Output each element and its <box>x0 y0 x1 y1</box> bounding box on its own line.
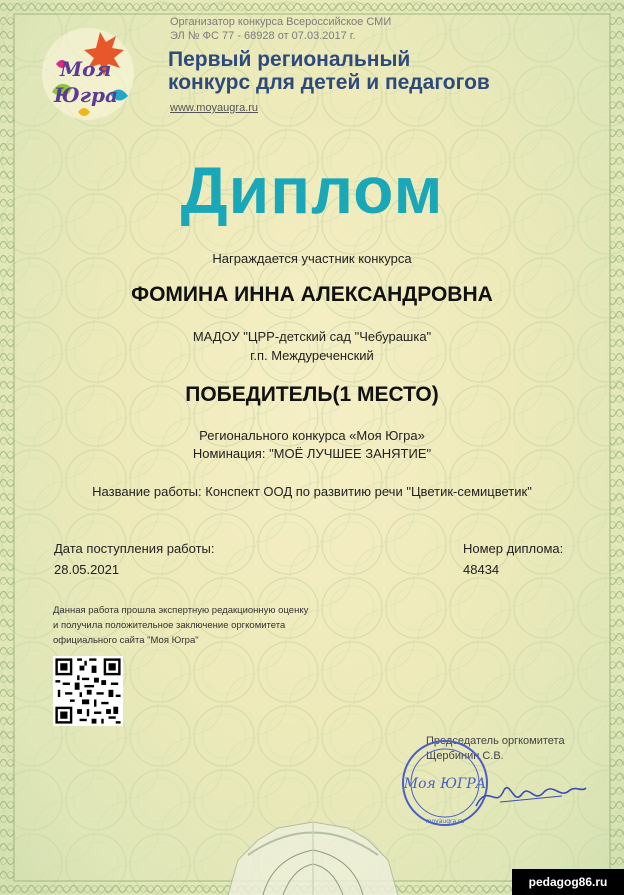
contest-headline-line1: Первый региональный <box>168 48 411 71</box>
nomination: Номинация: "МОЁ ЛУЧШЕЕ ЗАНЯТИЕ" <box>192 446 432 461</box>
contest-headline-line2: конкурс для детей и педагогов <box>168 71 490 94</box>
diploma-title: Диплом <box>180 153 444 227</box>
expert-note-line1: Данная работа прошла экспертную редакционную оценку <box>53 605 309 616</box>
stamp-site: moyaugra.ru <box>425 818 465 825</box>
contest-name: Регионального конкурса «Моя Югра» <box>199 428 425 443</box>
work-title: Название работы: Конспект ООД по развитию речи "Цветик-семицветик" <box>92 484 532 499</box>
awarded-text: Награждается участник конкурса <box>212 251 412 266</box>
handwritten-signature <box>470 776 590 816</box>
institution-name: МАДОУ "ЦРР-детский сад "Чебурашка" <box>192 329 432 344</box>
moya-yugra-logo <box>38 22 138 126</box>
registration-line: ЭЛ № ФС 77 - 68928 от 07.03.2017 г. <box>170 30 356 42</box>
decorative-ornament <box>218 770 408 895</box>
stamp-text: Моя ЮГРА <box>403 776 487 792</box>
date-label: Дата поступления работы: <box>54 541 215 556</box>
svg-text:Моя: Моя <box>60 57 112 81</box>
website-link[interactable]: www.moyaugra.ru <box>170 102 259 114</box>
site-watermark: pedagog86.ru <box>512 869 624 895</box>
participant-name: ФОМИНА ИННА АЛЕКСАНДРОВНА <box>131 283 493 306</box>
award-place: ПОБЕДИТЕЛЬ(1 МЕСТО) <box>185 383 439 406</box>
chair-name: Щербинин С.В. <box>426 750 504 762</box>
qr-code[interactable] <box>53 656 123 726</box>
svg-text:Югра: Югра <box>54 83 118 107</box>
expert-note-line3: официального сайта "Моя Югра" <box>53 635 199 646</box>
organizer-line: Организатор конкурса Всероссийское СМИ <box>170 16 392 28</box>
date-value: 28.05.2021 <box>54 562 120 577</box>
diploma-number-label: Номер диплома: <box>463 541 564 556</box>
expert-note-line2: и получила положительное заключение оргкомитета <box>53 620 286 631</box>
diploma-number-value: 48434 <box>463 562 500 577</box>
chair-title: Председатель оргкомитета <box>426 735 565 747</box>
institution-location: г.п. Междуреченский <box>250 348 374 363</box>
